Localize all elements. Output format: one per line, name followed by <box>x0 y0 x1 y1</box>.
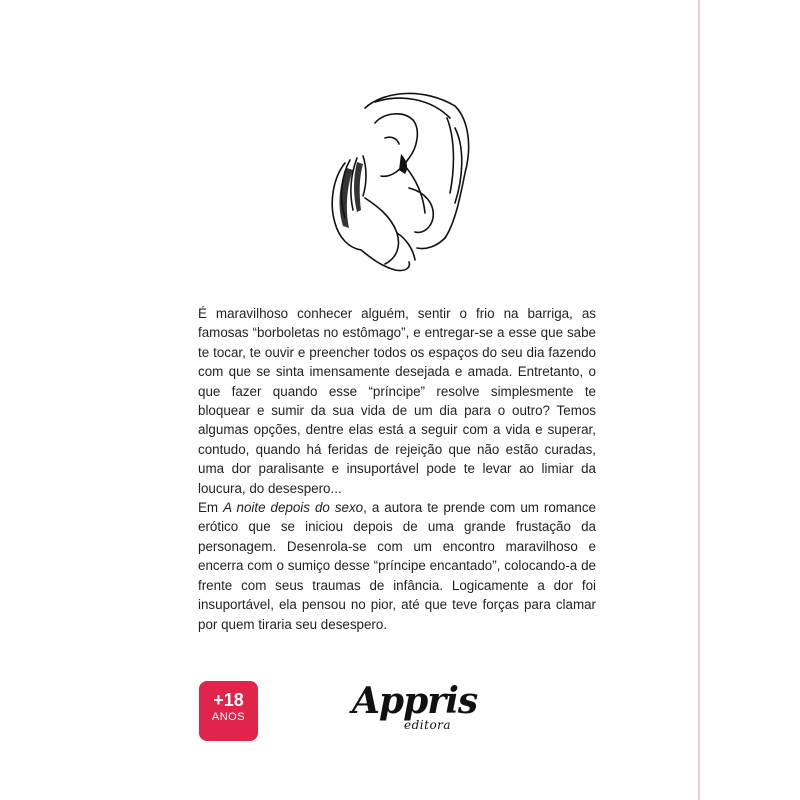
blurb-p2-prefix: Em <box>198 500 224 516</box>
publisher-name: Appris <box>352 680 478 722</box>
lion-embrace-illustration <box>305 88 475 278</box>
back-cover-blurb <box>198 304 596 634</box>
book-title: A noite depois do sexo <box>223 500 364 516</box>
age-rating-number: +18 <box>213 690 244 710</box>
publisher-subtitle: editora <box>404 718 452 732</box>
age-rating-badge <box>199 681 258 741</box>
blurb-paragraph-2 <box>198 498 596 634</box>
blurb-paragraph-1: É maravilhoso conhecer alguém, sentir o frio na barriga, as famosas “borboletas no estômago”, e entregar-se a esse que sabe te tocar, te ouvir e preencher todos os espaços do seu dia fazendo com que se sinta imensamente desejada e amada. Entretanto, o que fazer quando esse “príncipe” resolve simplesmente te bloquear e sumir da sua vida de um dia para o outro? Temos algumas opções, dentre elas está a seguir com a vida e superar, contudo, quando há feridas de rejeição que não estão curadas, uma dor paralisante e insuportável pode te levar ao limiar da loucura, do desespero... <box>198 306 596 496</box>
page-edge-line <box>698 0 700 800</box>
blurb-p2-rest: , a autora te prende com um romance erótico que se iniciou depois de uma grande frustação da personagem. Desenrola-se com um encontro maravilhoso e encerra com o sumiço desse “príncipe encantado”, colocando-a de frente com seus traumas de infância. Logicamente a dor foi insuportável, ela pensou no pior, até que teve forças para clamar por quem tiraria seu desespero. <box>198 500 596 632</box>
publisher-logo <box>352 680 482 740</box>
age-rating-word: ANOS <box>211 711 246 723</box>
